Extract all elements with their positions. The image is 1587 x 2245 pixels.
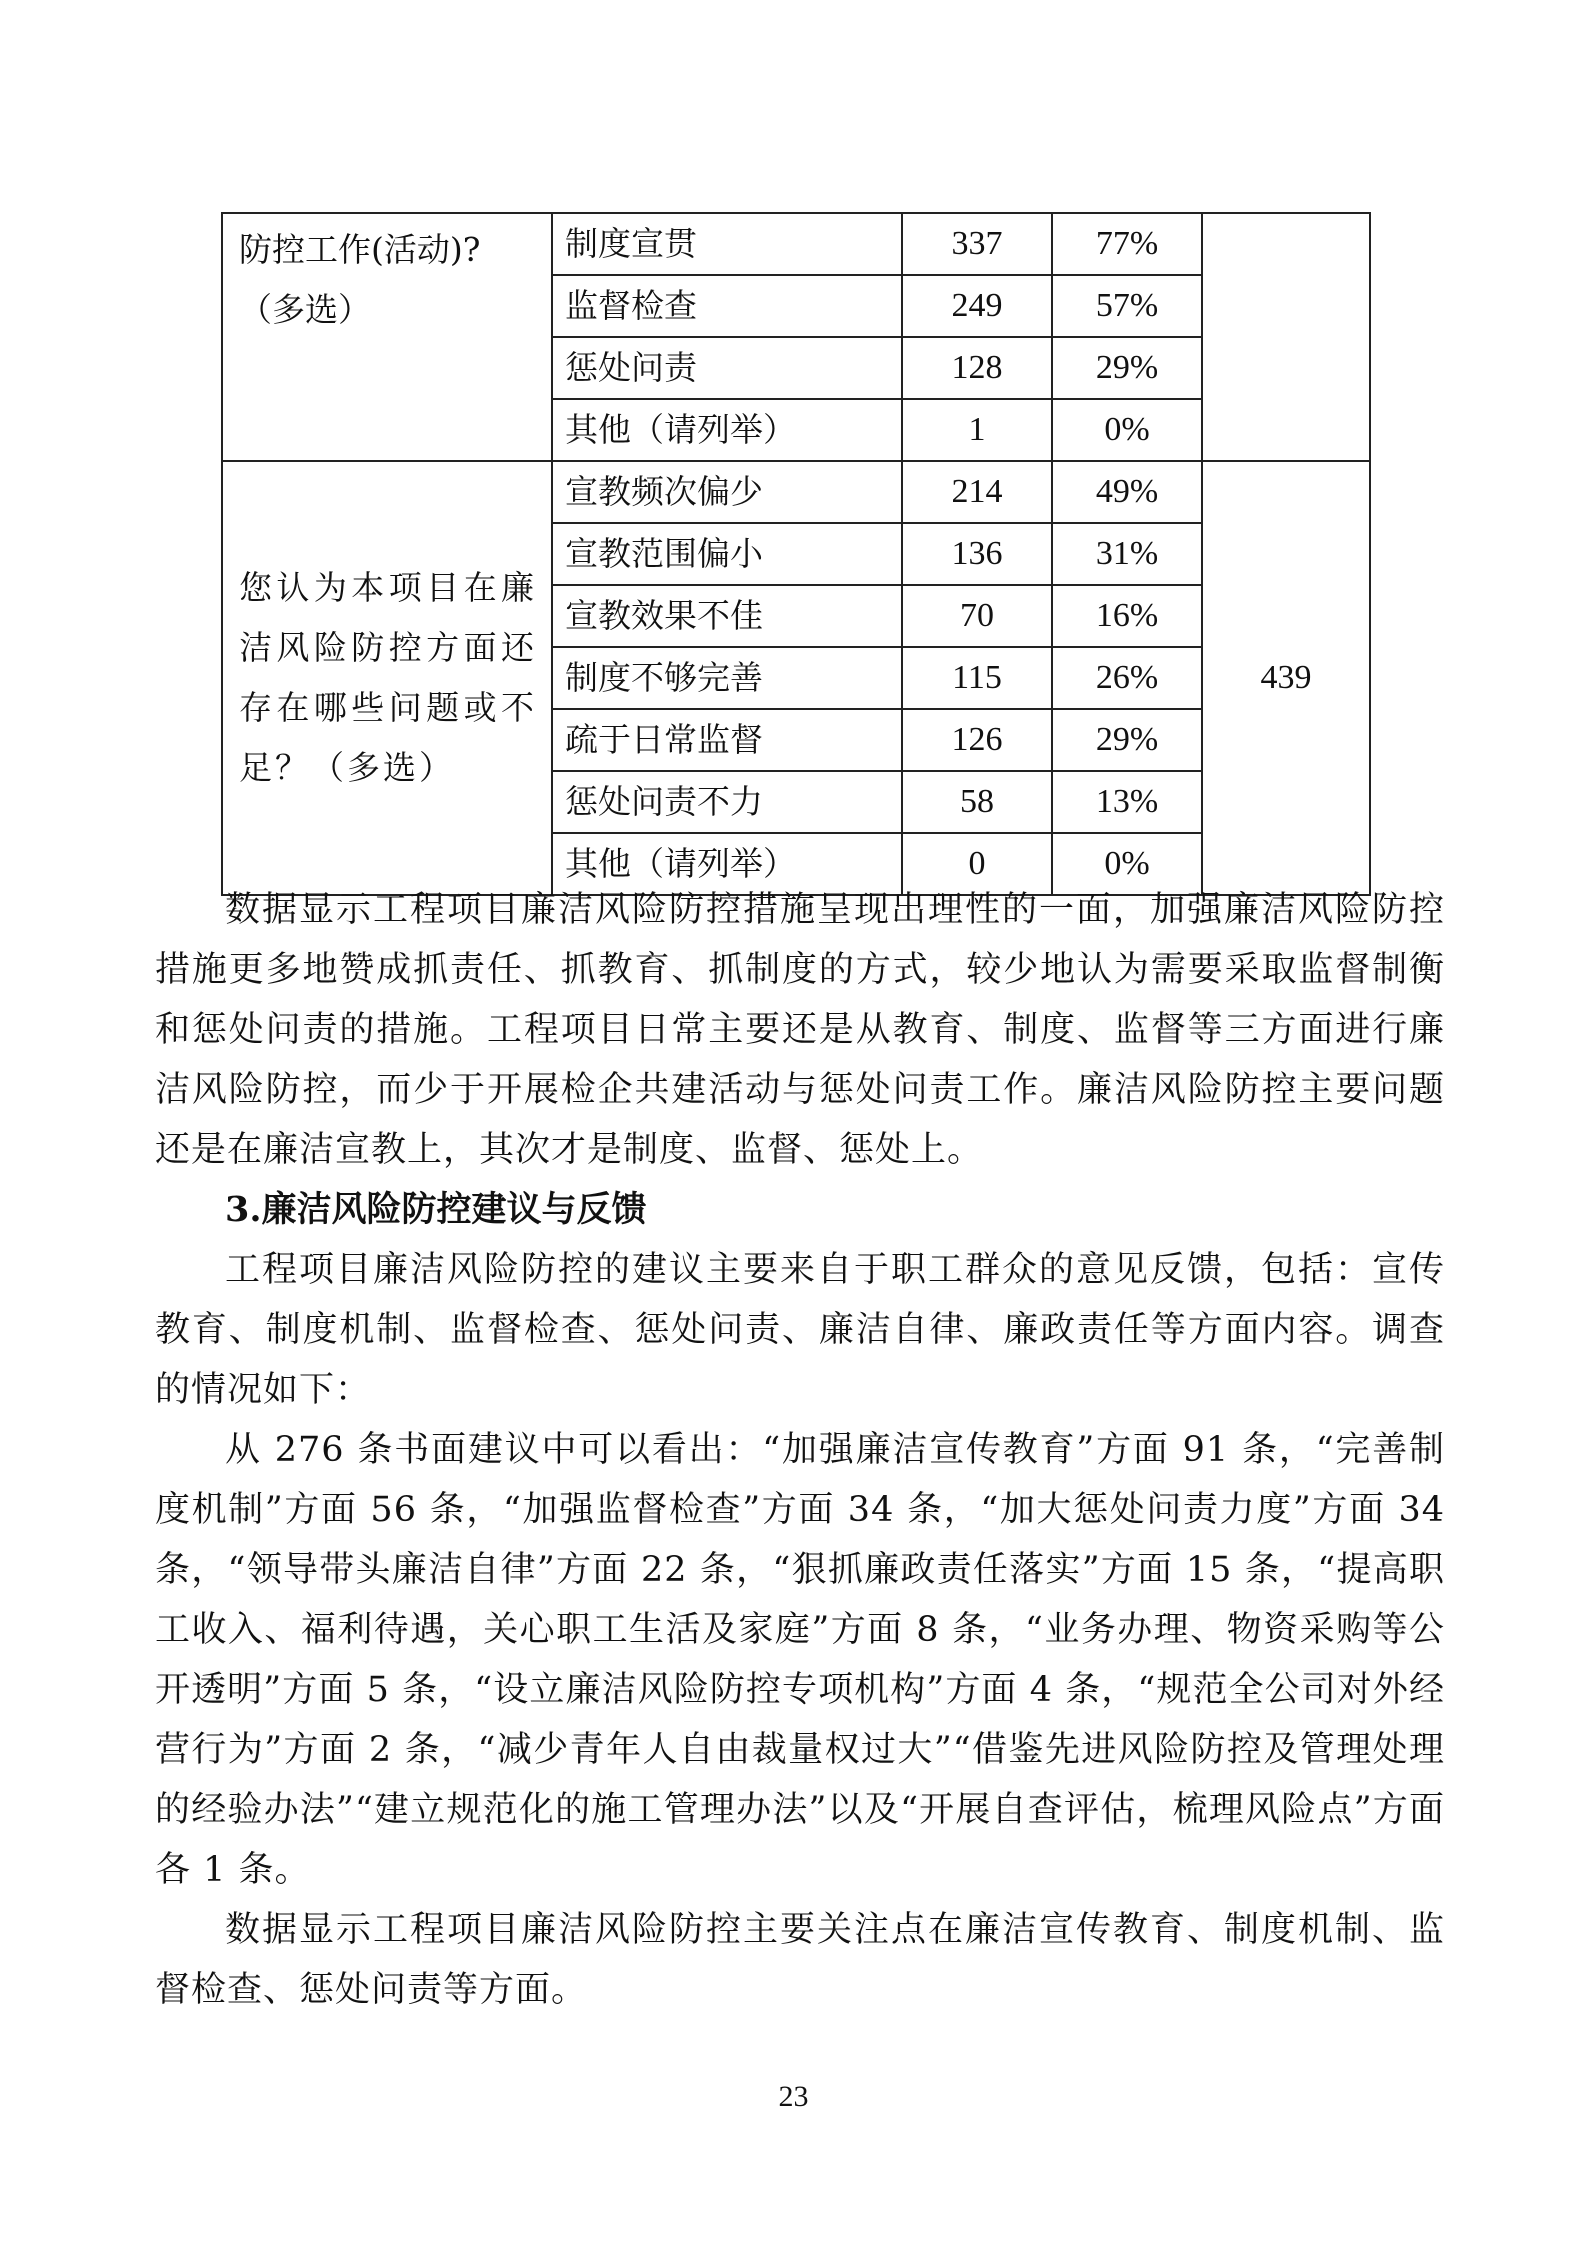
count-cell: 0 <box>902 833 1052 895</box>
table-row <box>222 213 1370 275</box>
option-cell: 监督检查 <box>552 275 902 337</box>
option-cell: 制度不够完善 <box>552 647 902 709</box>
option-cell: 其他（请列举） <box>552 833 902 895</box>
percent-cell: 29% <box>1052 337 1202 399</box>
option-cell: 宣教范围偏小 <box>552 523 902 585</box>
paragraph-summary-2: 数据显示工程项目廉洁风险防控主要关注点在廉洁宣传教育、制度机制、监督检查、惩处问责等方面。 <box>155 1910 1445 2010</box>
percent-cell: 57% <box>1052 275 1202 337</box>
total-cell <box>1202 213 1370 461</box>
percent-cell: 29% <box>1052 709 1202 771</box>
section-heading: 3.廉洁风险防控建议与反馈 <box>225 1189 647 1230</box>
option-cell: 惩处问责 <box>552 337 902 399</box>
percent-cell: 26% <box>1052 647 1202 709</box>
option-cell: 其他（请列举） <box>552 399 902 461</box>
count-cell: 115 <box>902 647 1052 709</box>
option-cell: 制度宣贯 <box>552 213 902 275</box>
percent-cell: 0% <box>1052 399 1202 461</box>
table-row <box>222 461 1370 523</box>
percent-cell: 13% <box>1052 771 1202 833</box>
count-cell: 126 <box>902 709 1052 771</box>
percent-cell: 31% <box>1052 523 1202 585</box>
body-text <box>155 880 1445 2020</box>
percent-cell: 0% <box>1052 833 1202 895</box>
percent-cell: 49% <box>1052 461 1202 523</box>
paragraph-summary-1: 数据显示工程项目廉洁风险防控措施呈现出理性的一面，加强廉洁风险防控措施更多地赞成抓责任、抓教育、抓制度的方式，较少地认为需要采取监督制衡和惩处问责的措施。工程项目日常主要还是从教育、制度、监督等三方面进行廉洁风险防控，而少于开展检企共建活动与惩处问责工作。廉洁风险防控主要问题还是在廉洁宣教上，其次才是制度、监督、惩处上。 <box>155 890 1445 1170</box>
question-cell: 您认为本项目在廉洁风险防控方面还存在哪些问题或不足？（多选） <box>222 461 552 895</box>
count-cell: 249 <box>902 275 1052 337</box>
count-cell: 136 <box>902 523 1052 585</box>
percent-cell: 77% <box>1052 213 1202 275</box>
count-cell: 214 <box>902 461 1052 523</box>
survey-results-table <box>221 212 1371 896</box>
count-cell: 1 <box>902 399 1052 461</box>
count-cell: 128 <box>902 337 1052 399</box>
count-cell: 70 <box>902 585 1052 647</box>
option-cell: 宣教效果不佳 <box>552 585 902 647</box>
option-cell: 疏于日常监督 <box>552 709 902 771</box>
paragraph-suggestions: 从 276 条书面建议中可以看出：“加强廉洁宣传教育”方面 91 条，“完善制度机制”方面 56 条，“加强监督检查”方面 34 条，“加大惩处问责力度”方面 34 条，“领导带头廉洁自律”方面 22 条，“狠抓廉政责任落实”方面 15 条，“提高职工收入、福利待遇，关心职工生活及家庭”方面 8 条，“业务办理、物资采购等公开透明”方面 5 条，“设立廉洁风险防控专项机构”方面 4 条，“规范全公司对外经营行为”方面 2 条，“减少青年人自由裁量权过大”“借鉴先进风险防控及管理处理的经验办法”“建立规范化的施工管理办法”以及“开展自查评估，梳理风险点”方面各 1 条。 <box>155 1430 1445 1890</box>
question-cell: 防控工作(活动)?（多选） <box>222 213 552 461</box>
count-cell: 58 <box>902 771 1052 833</box>
page-number: 23 <box>778 2080 809 2113</box>
total-cell: 439 <box>1202 461 1370 895</box>
option-cell: 宣教频次偏少 <box>552 461 902 523</box>
option-cell: 惩处问责不力 <box>552 771 902 833</box>
percent-cell: 16% <box>1052 585 1202 647</box>
count-cell: 337 <box>902 213 1052 275</box>
paragraph-intro: 工程项目廉洁风险防控的建议主要来自于职工群众的意见反馈，包括：宣传教育、制度机制、监督检查、惩处问责、廉洁自律、廉政责任等方面内容。调查的情况如下： <box>155 1250 1445 1410</box>
